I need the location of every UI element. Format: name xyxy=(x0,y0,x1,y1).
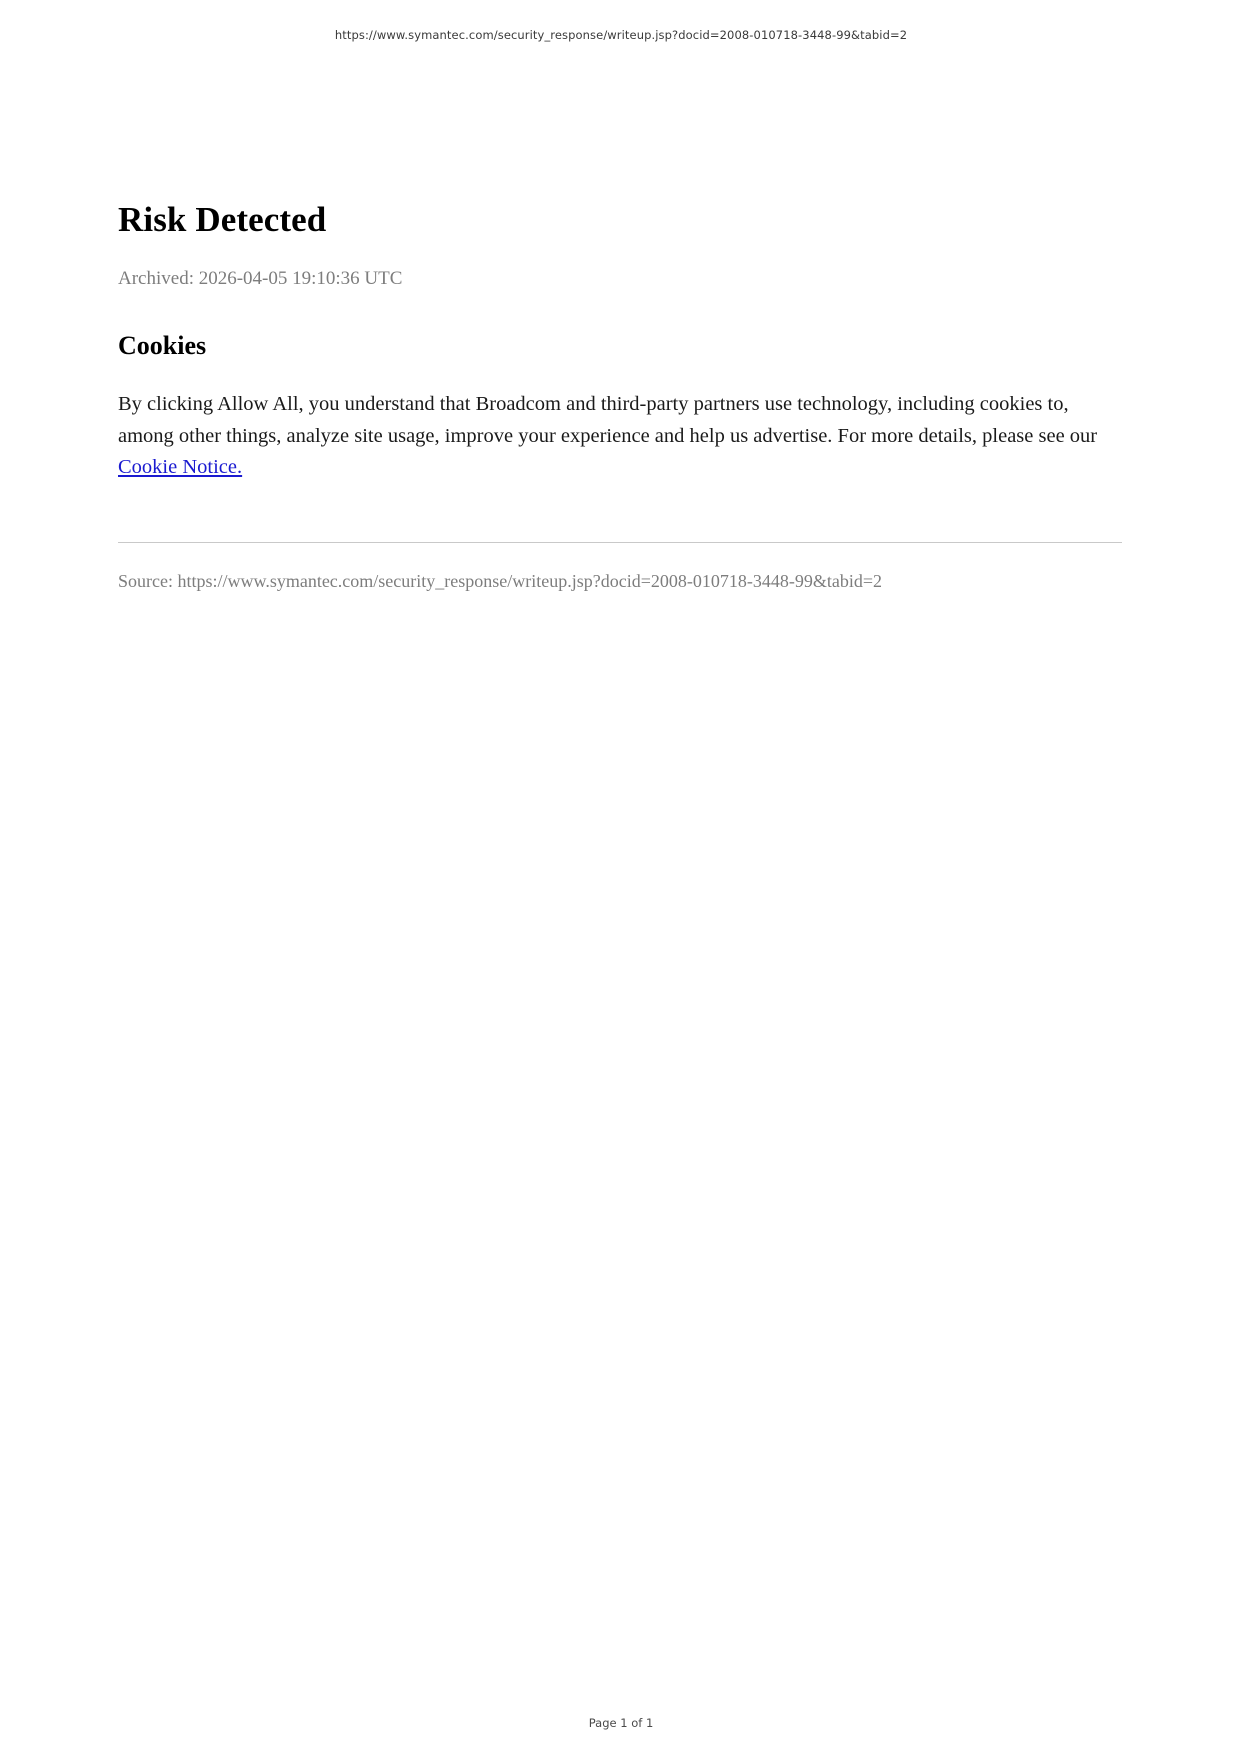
page-header-url: https://www.symantec.com/security_response/writeup.jsp?docid=2008-010718-3448-99&tabid=2 xyxy=(334,28,908,42)
section-heading-cookies: Cookies xyxy=(118,330,207,360)
page-number: Page 1 of 1 xyxy=(588,1716,654,1730)
cookie-notice-link[interactable]: Cookie Notice. xyxy=(118,456,243,479)
page-title: Risk Detected xyxy=(118,200,327,239)
document-content xyxy=(118,200,1124,594)
archived-timestamp: Archived: 2026-04-05 19:10:36 UTC xyxy=(118,268,403,290)
cookie-notice-text: By clicking Allow All, you understand that Broadcom and third-party partners use technology, including cookies to, among other things, analyze site usage, improve your experience and help us advertise. For more details, please see our xyxy=(118,392,1098,447)
source-url: Source: https://www.symantec.com/security_response/writeup.jsp?docid=2008-010718-3448-99&tabid=2 xyxy=(118,571,882,592)
cookie-notice-paragraph xyxy=(118,389,1118,484)
content-divider xyxy=(118,542,1122,543)
